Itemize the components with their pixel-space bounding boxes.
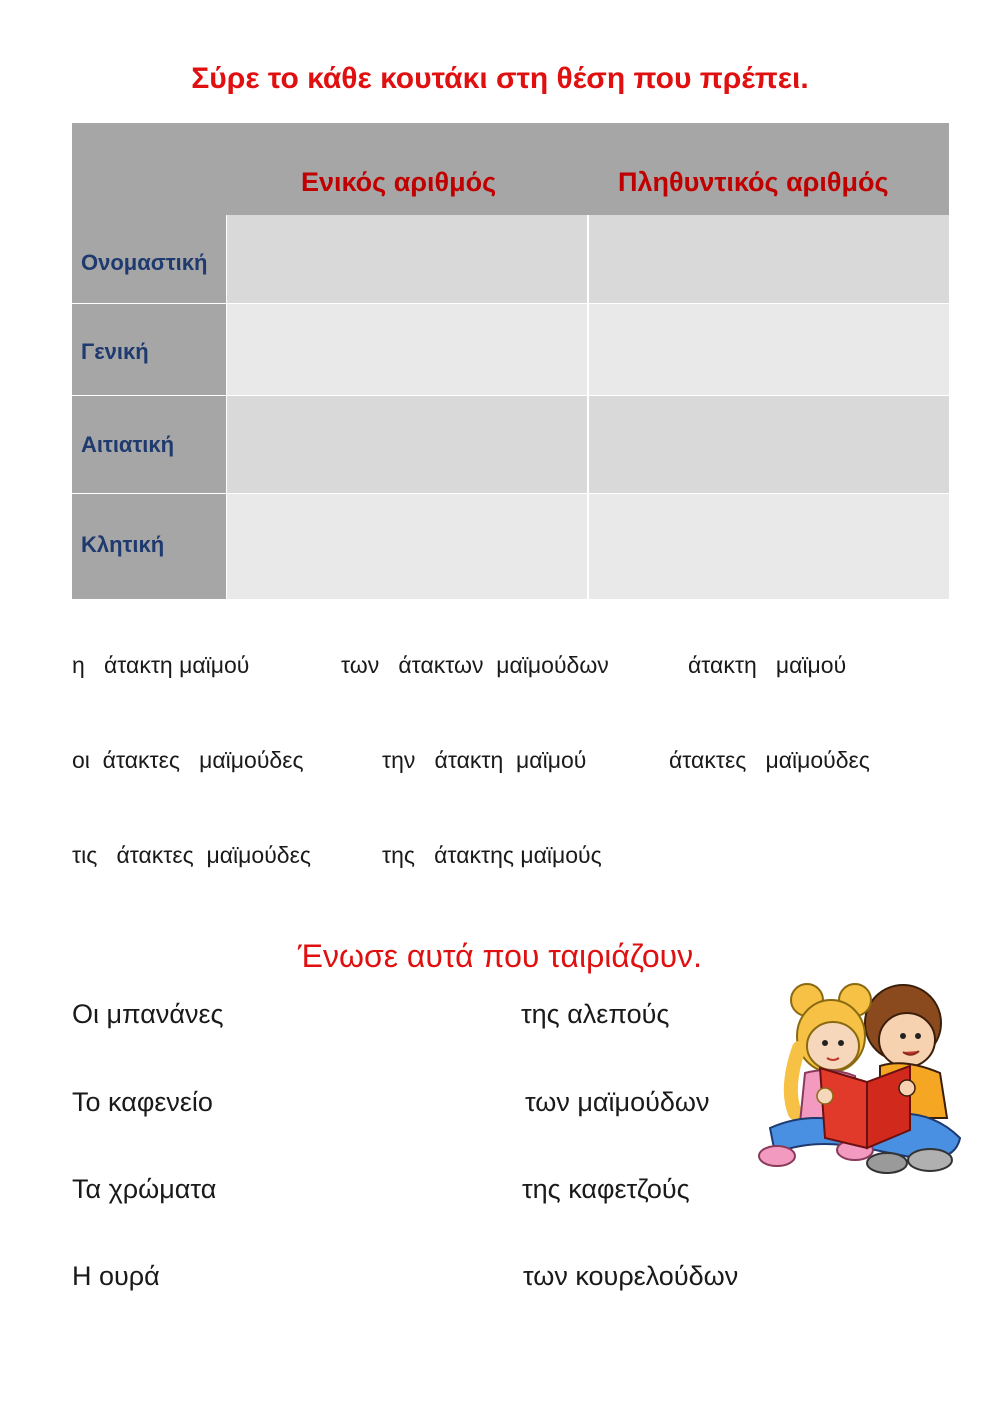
drop-slot-vocative-singular[interactable]	[227, 494, 587, 599]
drop-slot-accusative-singular[interactable]	[227, 396, 587, 493]
drop-slot-vocative-plural[interactable]	[589, 494, 949, 599]
drop-slot-genitive-plural[interactable]	[589, 304, 949, 395]
draggable-phrase[interactable]: των άτακτων μαϊμούδων	[341, 652, 609, 678]
draggable-phrase[interactable]: άτακτη μαϊμού	[688, 652, 847, 678]
draggable-phrase[interactable]: άτακτες μαϊμούδες	[669, 747, 870, 773]
match-left-item[interactable]: Οι μπανάνες	[72, 999, 224, 1029]
table-header-row	[72, 123, 949, 215]
row-label-nominative	[72, 215, 226, 303]
case-table	[72, 123, 949, 599]
kids-reading-illustration	[755, 978, 970, 1183]
match-right-item[interactable]: των κουρελούδων	[523, 1261, 739, 1291]
header-singular: Ενικός αριθμός	[301, 167, 497, 197]
row-label-vocative	[72, 494, 226, 599]
match-right-item[interactable]: της καφετζούς	[522, 1174, 690, 1204]
draggable-phrase[interactable]: οι άτακτες μαϊμούδες	[72, 747, 304, 773]
drop-slot-accusative-plural[interactable]	[589, 396, 949, 493]
row-label-text: Γενική	[81, 339, 149, 364]
drop-slot-genitive-singular[interactable]	[227, 304, 587, 395]
match-left-item[interactable]: Το καφενείο	[72, 1087, 213, 1117]
section-title-matching: Ένωσε αυτά που ταιριάζουν.	[297, 938, 703, 974]
row-label-text: Ονομαστική	[81, 250, 208, 275]
drop-slot-nominative-plural[interactable]	[589, 215, 949, 303]
row-label-text: Αιτιατική	[81, 432, 175, 457]
row-label-text: Κλητική	[81, 532, 165, 557]
match-right-item[interactable]: της αλεπούς	[521, 999, 670, 1029]
drop-slot-nominative-singular[interactable]	[227, 215, 587, 303]
draggable-phrase[interactable]: τις άτακτες μαϊμούδες	[72, 842, 311, 868]
match-right-item[interactable]: των μαϊμούδων	[525, 1087, 710, 1117]
match-left-item[interactable]: Τα χρώματα	[72, 1174, 217, 1204]
row-label-accusative	[72, 396, 226, 493]
page-title: Σύρε το κάθε κουτάκι στη θέση που πρέπει.	[191, 62, 809, 95]
match-left-item[interactable]: Η ουρά	[72, 1261, 160, 1291]
draggable-phrase[interactable]: της άτακτης μαϊμούς	[382, 842, 602, 868]
header-plural: Πληθυντικός αριθμός	[618, 167, 889, 197]
draggable-phrase[interactable]: την άτακτη μαϊμού	[382, 747, 587, 773]
row-label-genitive	[72, 304, 226, 395]
draggable-phrase[interactable]: η άτακτη μαϊμού	[72, 652, 250, 678]
